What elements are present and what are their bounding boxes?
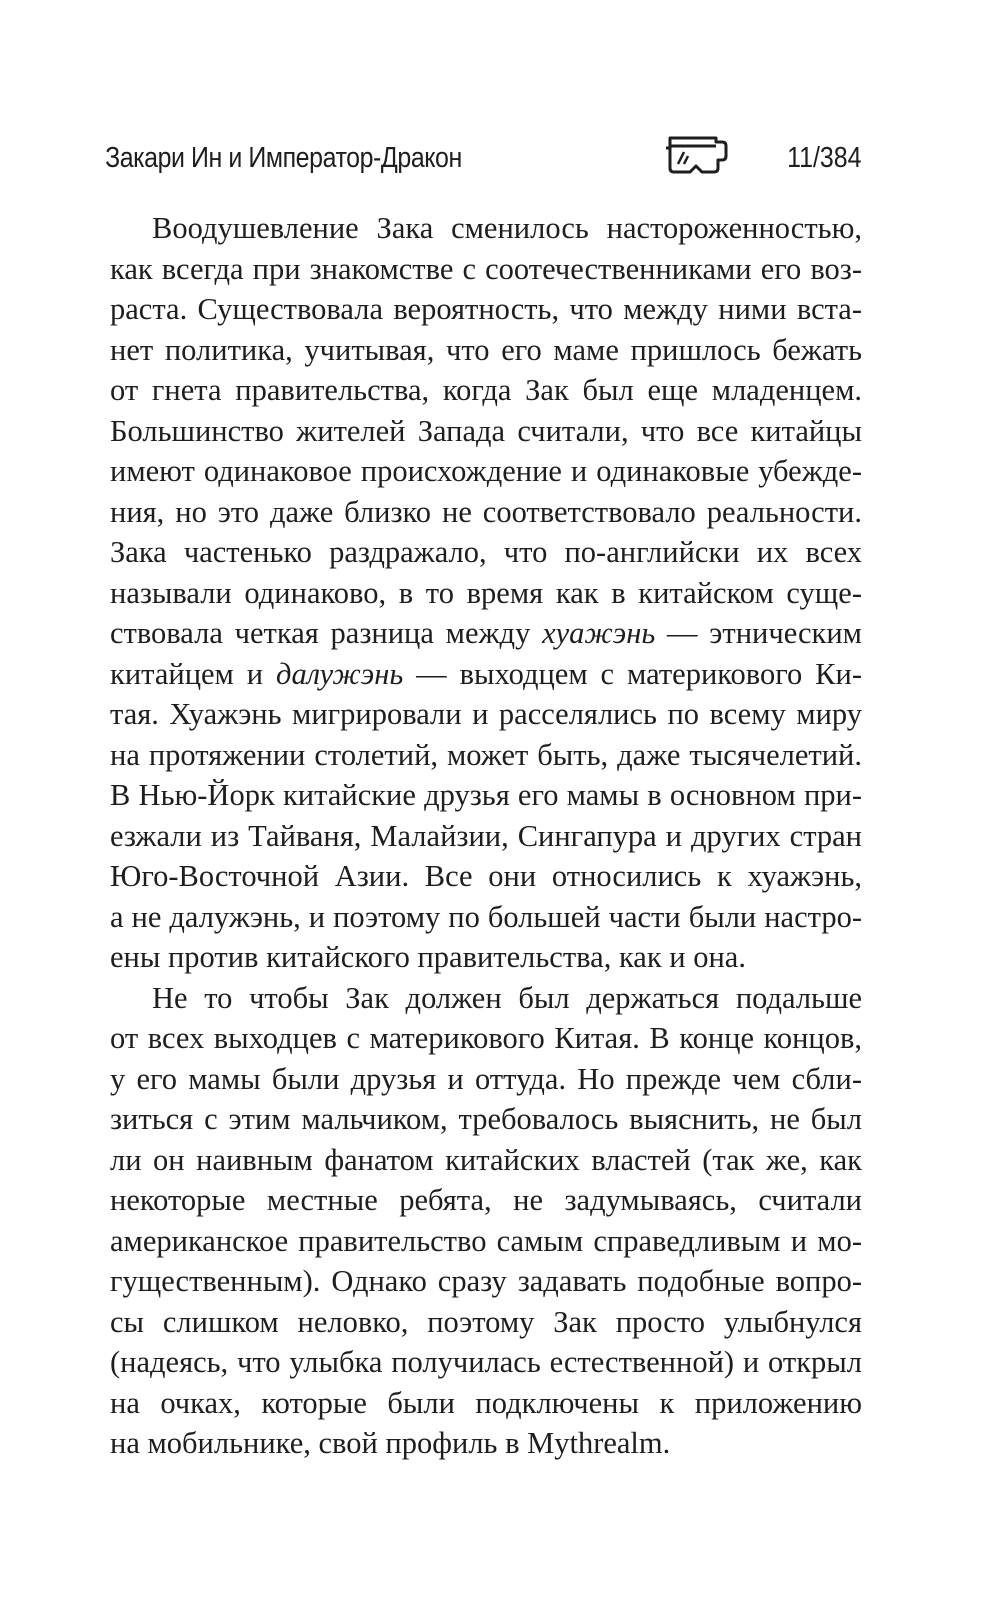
text-line: езжали из Тайваня, Малайзии, Сингапура и других стран: [110, 818, 862, 853]
text-line: сы слишком неловко, поэтому Зак просто улыбнулся: [110, 1304, 862, 1339]
text-line: ли он наивным фанатом китайских властей (так же, как: [110, 1142, 862, 1177]
body-text: [110, 208, 862, 1464]
text-line: Зака частенько раздражало, что по-английски их всех: [110, 535, 862, 569]
paragraph: [110, 978, 862, 1464]
text-line: тая. Хуажэнь мигрировали и расселялись по всему миру: [110, 697, 862, 731]
text-line: ены против китайского правительства, как и она.: [110, 940, 746, 974]
text-line: Юго-Восточной Азии. Все они относились к хуажэнь,: [110, 859, 862, 893]
text-line: В Нью-Йорк китайские друзья его мамы в основном при-: [110, 778, 862, 812]
paragraph: [110, 208, 862, 978]
text-line: некоторые местные ребята, не задумываясь, считали: [110, 1183, 862, 1217]
running-head: [105, 128, 862, 188]
text-line: Не то чтобы Зак должен был держаться подальше: [152, 980, 862, 1015]
text-line: называли одинаково, в то время как в китайском суще-: [110, 575, 862, 610]
text-line: китайцем и далужэнь — выходцем с материкового Ки-: [110, 656, 862, 691]
text-line: ния, но это даже близко не соответствовало реальности.: [110, 494, 862, 529]
text-line: на протяжении столетий, может быть, даже тысячелетий.: [110, 737, 862, 772]
text-line: Воодушевление Зака сменилось настороженностью,: [152, 211, 862, 245]
text-line: зиться с этим мальчиком, требовалось выяснить, не был: [110, 1102, 862, 1136]
text-line: а не далужэнь, и поэтому по большей части были настро-: [110, 899, 862, 934]
text-line: от гнета правительства, когда Зак был еще младенцем.: [110, 373, 862, 407]
text-line: от всех выходцев с материкового Китая. В конце концов,: [110, 1021, 862, 1055]
text-line: (надеясь, что улыбка получилась естественной) и открыл: [110, 1345, 862, 1379]
text-line: ствовала четкая разница между хуажэнь — этническим: [110, 616, 862, 650]
text-line: на мобильнике, свой профиль в Mythrealm.: [110, 1426, 671, 1460]
text-line: гущественным). Однако сразу задавать подобные вопро-: [110, 1264, 862, 1298]
text-line: у его мамы были друзья и оттуда. Но прежде чем сбли-: [110, 1061, 862, 1096]
text-line: Большинство жителей Запада считали, что все китайцы: [110, 413, 862, 448]
text-line: нет политика, учитывая, что его маме пришлось бежать: [110, 332, 862, 367]
vr-glasses-icon: [662, 134, 730, 178]
text-line: раста. Существовала вероятность, что между ними вста-: [110, 292, 862, 326]
text-line: на очках, которые были подключены к приложению: [110, 1385, 862, 1420]
page-number: 11/384: [787, 142, 862, 174]
text-line: как всегда при знакомстве с соотечественниками его воз-: [110, 251, 862, 286]
text-line: американское правительство самым справедливым и мо-: [110, 1223, 862, 1258]
text-line: имеют одинаковое происхождение и одинаковые убежде-: [110, 454, 862, 488]
book-title: Закари Ин и Император-Дракон: [105, 142, 462, 174]
